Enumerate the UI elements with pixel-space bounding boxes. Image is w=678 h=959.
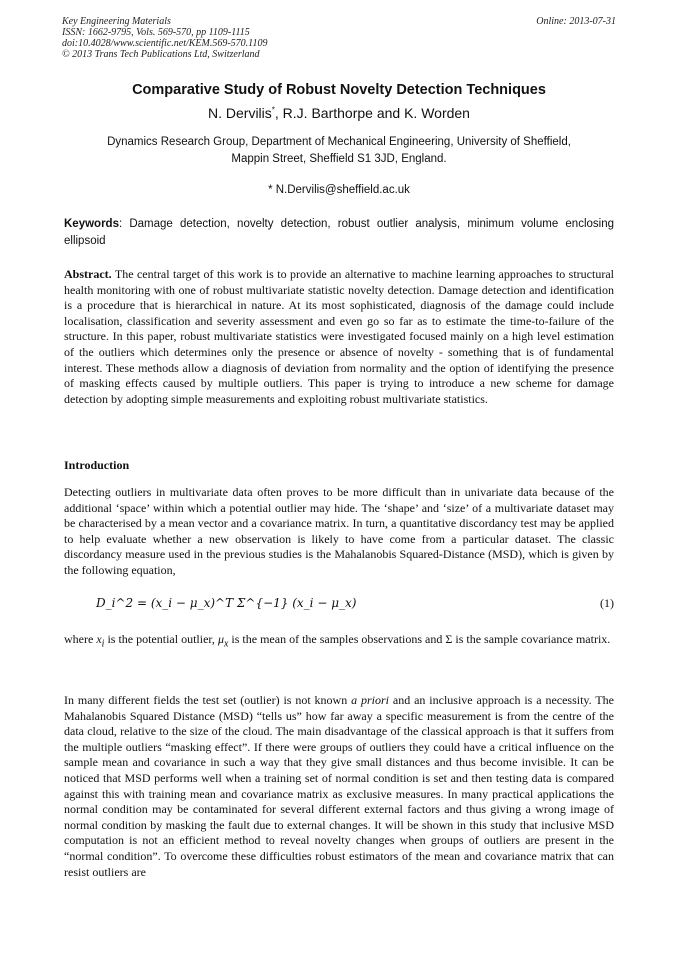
equation-number: (1): [600, 596, 614, 610]
p3-text-a: In many different fields the test set (outlier) is not known: [64, 693, 352, 707]
journal-name: Key Engineering Materials: [62, 16, 171, 27]
intro-paragraph-3: [64, 693, 614, 880]
journal-doi: doi:10.4028/www.scientific.net/KEM.569-570.1109: [62, 38, 268, 49]
equation-body: D_i^2 = (x_i − μ_x)^T Σ^{−1} (x_i − μ_x): [96, 596, 357, 610]
journal-copyright: © 2013 Trans Tech Publications Ltd, Switzerland: [62, 49, 260, 60]
symbol-mu: μ: [217, 632, 224, 646]
author-list: [0, 105, 678, 121]
keywords-label: Keywords: [64, 218, 119, 230]
online-date: Online: 2013-07-31: [536, 16, 616, 27]
symbol-mu-sub: x: [223, 638, 229, 650]
corresponding-mark: *: [271, 105, 275, 115]
symbol-x-sub: i: [101, 638, 105, 650]
p2-text-b: is the potential outlier,: [104, 632, 218, 646]
a-priori: a priori: [351, 693, 389, 707]
intro-paragraph-1: Detecting outliers in multivariate data often proves to be more difficult than in univariate data because of the additional ‘space’ within which a potential outlier may hide. The ‘shape’ and ‘size’ of a multivariate dataset may be characterised by a mean vector and a covariance matrix. In turn, a quantitative discordancy test may be applied to help evaluate whether a new observation is likely to have come from a particular dataset. The classic discordancy measure used in the previous studies is the Mahalanobis Squared-Distance (MSD), which is given by the following equation,: [64, 485, 614, 577]
abstract-text: The central target of this work is to provide an alternative to machine learning approaches to structural health monitoring with one of robust multivariate statistic novelty detection. Damage detection and identification is a procedure that is hierarchical in nature. At its most sophisticated, diagnosis of the damage could include localisation, classification and severity assessment and even go so far as to estimate the time-to-failure of the structure. In this paper, robust multivariate statistics were investigated focused mainly on a high level estimation of the outliers which determines only the presence or absence of novelty - something that is of fundamental interest. These methods allow a diagnosis of deviation from normality and the option of identifying the presence of masking effects caused by multiple outliers. This paper is trying to introduce a new scheme for damage detection by adopting simple measurements and exploiting robust multivariate statistics.: [64, 267, 614, 406]
equation-1: [96, 596, 614, 610]
section-heading-introduction: Introduction: [64, 458, 130, 472]
paper-title: Comparative Study of Robust Novelty Detection Techniques: [132, 82, 546, 98]
journal-issn: ISSN: 1662-9795, Vols. 569-570, pp 1109-1115: [62, 27, 250, 38]
keywords-text: : Damage detection, novelty detection, robust outlier analysis, minimum volume enclosing ellipsoid: [64, 218, 614, 247]
abstract-label: Abstract.: [64, 267, 112, 281]
abstract: [64, 267, 614, 407]
affiliation-line-2: Mappin Street, Sheffield S1 3JD, England.: [231, 153, 447, 165]
p3-text-b: and an inclusive approach is a necessity. The Mahalanobis Squared Distance (MSD) “tells us” how far away a specific measurement is from the centre of the data cloud, relative to the size of the cloud. The main disadvantage of the classical approach is that it suffers from the multiple outliers “masking effect”. If there were groups of outliers they could have a critical influence on the sample mean and covariance in such a way that they give small distances and thus become invisible. It can be noticed that MSD performs well when a training set of normal condition is set and then testing data is compared against this with training mean and covariance matrix as exclusive measures. In many practical applications the normal condition may be contaminated for several different external factors and thus giving a wrong image of normal condition by masking the fault due to external changes. It will be shown in this study that inclusive MSD computation is not an efficient method to reveal novelty changes when groups of outliers are present in the “normal condition”. To overcome these difficulties robust estimators of the mean and covariance matrix that can resist outliers are: [64, 693, 614, 879]
author-email: * N.Dervilis@sheffield.ac.uk: [268, 184, 410, 196]
p2-text-a: where: [64, 632, 97, 646]
p2-text-c: is the mean of the samples observations and Σ is the sample covariance matrix.: [228, 632, 611, 646]
keywords: [64, 216, 614, 250]
first-author: N. Dervilis: [208, 105, 272, 121]
affiliation: [60, 134, 618, 168]
intro-paragraph-2: [64, 632, 614, 652]
other-authors: , R.J. Barthorpe and K. Worden: [274, 105, 470, 121]
affiliation-line-1: Dynamics Research Group, Department of Mechanical Engineering, University of Sheffield,: [107, 136, 571, 148]
journal-header: [62, 16, 618, 60]
symbol-x: x: [96, 632, 102, 646]
